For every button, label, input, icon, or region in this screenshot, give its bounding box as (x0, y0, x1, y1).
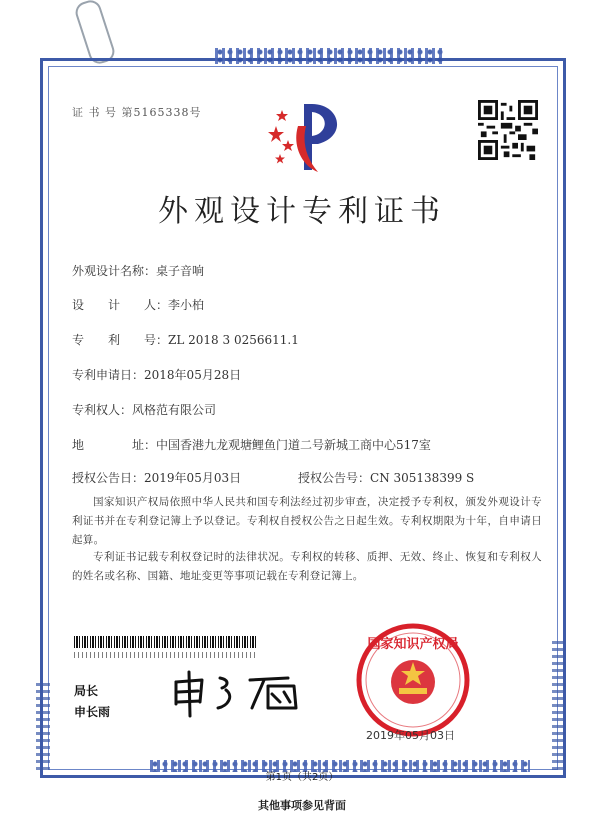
field-application-date (72, 366, 241, 383)
field-designer (72, 296, 204, 313)
barcode-icon (74, 636, 256, 648)
seal-date: 2019年05月03日 (366, 729, 455, 742)
seal-text: 国家知识产权局 (367, 637, 459, 652)
field-value: 李小柏 (168, 298, 205, 312)
signatory-name: 申长雨 (74, 705, 111, 719)
field-label: 专利申请日： (72, 368, 145, 382)
ornament-top (215, 48, 445, 64)
field-patent-number (72, 331, 299, 348)
dot-strip (74, 652, 256, 658)
field-value: 风格范有限公司 (132, 403, 217, 417)
field-label: 专利权人： (72, 403, 133, 417)
field-announcement-number (298, 469, 474, 486)
certificate-title: 外观设计专利证书 (158, 194, 446, 229)
field-grant-date (72, 469, 241, 486)
field-address (72, 436, 431, 453)
field-label: 专 利 号： (72, 333, 169, 347)
footer-note: 其他事项参见背面 (258, 799, 346, 812)
field-label: 外观设计名称： (72, 264, 157, 278)
cnipa-logo-icon (262, 96, 352, 178)
ornament-right (552, 640, 566, 770)
field-label: 设 计 人： (72, 298, 169, 312)
field-label: 授权公告号： (298, 471, 371, 485)
handwritten-signature (168, 668, 318, 718)
certificate-number: 证 书 号 第5165338号 (72, 106, 202, 119)
field-value: 2018年05月28日 (144, 368, 242, 382)
field-patentee (72, 401, 216, 418)
official-seal-icon (355, 622, 471, 738)
signatory-role: 局长 (74, 684, 99, 698)
field-value: CN 305138399 S (370, 471, 475, 485)
field-value: 中国香港九龙观塘鲤鱼门道二号新城工商中心517室 (156, 438, 431, 452)
field-label: 授权公告日： (72, 471, 145, 485)
qr-code-icon (478, 100, 538, 160)
field-value: 2019年05月03日 (144, 471, 242, 485)
field-value: ZL 2018 3 0256611.1 (168, 333, 299, 347)
paper-clip-icon (73, 0, 118, 66)
ornament-left (36, 680, 50, 770)
field-value: 桌子音响 (156, 264, 205, 278)
field-design-name (72, 262, 204, 279)
grant-statement: 国家知识产权局依照中华人民共和国专利法经过初步审查，决定授予专利权，颁发外观设计专利证书并在专利登记簿上予以登记。专利权自授权公告之日起生效。专利权期限为十年，自申请日起算。 (72, 496, 542, 546)
page-number: 第1页（共2页） (265, 772, 339, 783)
legal-status-statement: 专利证书记载专利权登记时的法律状况。专利权的转移、质押、无效、终止、恢复和专利权人的姓名或名称、国籍、地址变更等事项记载在专利登记簿上。 (72, 551, 542, 582)
field-label: 地 址： (72, 438, 157, 452)
